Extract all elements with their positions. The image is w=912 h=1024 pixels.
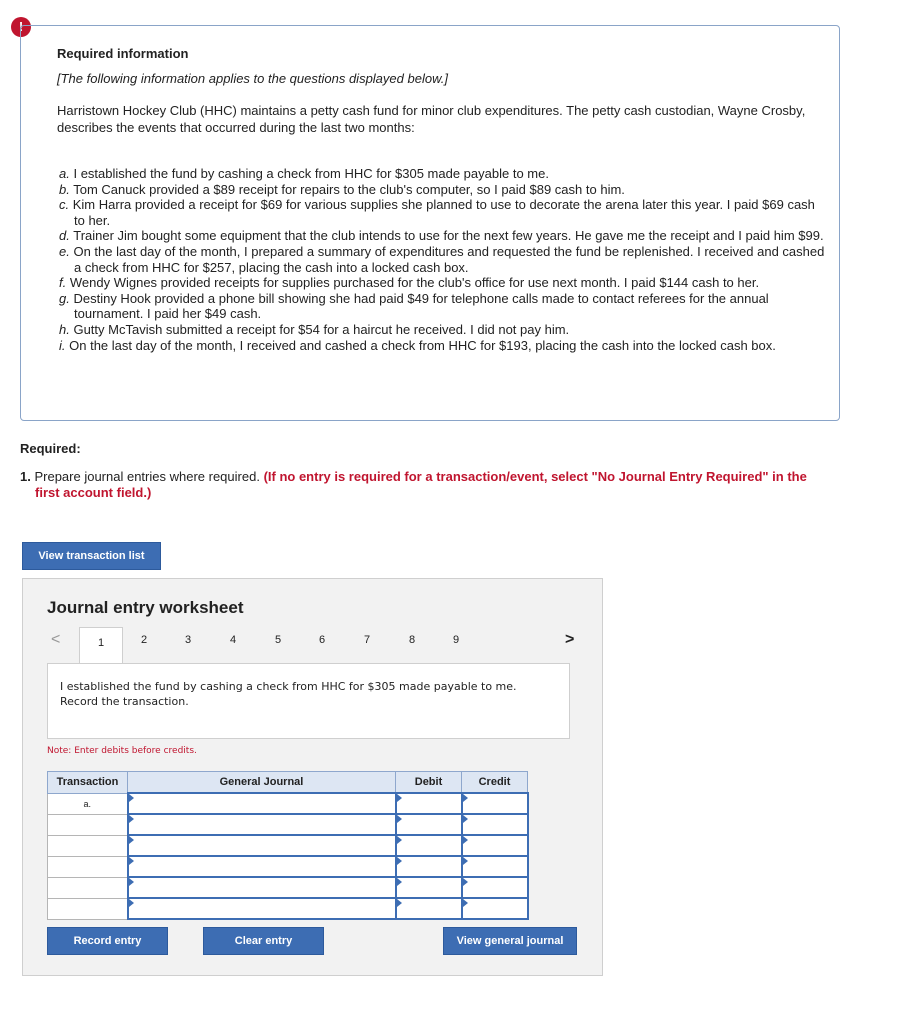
required-heading: Required:: [20, 441, 81, 456]
view-transaction-list-button[interactable]: View transaction list: [22, 542, 161, 570]
record-entry-button[interactable]: Record entry: [47, 927, 168, 955]
event-item: [59, 166, 829, 182]
credit-input[interactable]: [462, 835, 528, 856]
input-marker-icon: [463, 857, 468, 865]
event-item: [59, 275, 829, 291]
tab-7[interactable]: 7: [364, 634, 371, 646]
tab-2[interactable]: 2: [141, 634, 148, 646]
info-title: Required information: [57, 46, 189, 61]
debit-input[interactable]: [396, 814, 462, 835]
event-text: Tom Canuck provided a $89 receipt for repairs to the club's computer, so I paid $89 cash to him.: [73, 181, 625, 197]
transaction-prompt: I established the fund by cashing a check from HHC for $305 made payable to me. Record the transaction.: [47, 663, 570, 739]
view-general-journal-button[interactable]: View general journal: [443, 927, 577, 955]
alert-icon: !: [11, 17, 31, 37]
account-input[interactable]: [128, 898, 396, 919]
input-marker-icon: [397, 899, 402, 907]
input-marker-icon: [463, 899, 468, 907]
input-marker-icon: [397, 836, 402, 844]
event-text: Gutty McTavish submitted a receipt for $54 for a haircut he received. I did not pay him.: [73, 321, 570, 337]
event-letter: f.: [59, 275, 67, 291]
dropdown-marker-icon: [129, 815, 134, 823]
event-item: [59, 244, 829, 275]
event-text: Kim Harra provided a receipt for $69 for various supplies she planned to use to decorate the arena later this year. I paid $69 cash to her.: [72, 197, 815, 228]
tab-6[interactable]: 6: [319, 634, 326, 646]
input-marker-icon: [463, 815, 468, 823]
event-item: [59, 322, 829, 338]
table-row: [48, 814, 528, 835]
journal-entry-worksheet: [22, 578, 603, 976]
table-row: [48, 877, 528, 898]
event-letter: c.: [59, 197, 70, 213]
table-row: [48, 793, 528, 814]
input-marker-icon: [463, 794, 468, 802]
col-credit: Credit: [462, 772, 528, 794]
event-text: On the last day of the month, I received and cashed a check from HHC for $193, placing the cash into the locked cash box.: [69, 337, 776, 353]
transaction-cell: [48, 835, 128, 856]
dropdown-marker-icon: [129, 878, 134, 886]
input-marker-icon: [463, 878, 468, 886]
transaction-cell: [48, 898, 128, 919]
transaction-cell: a.: [48, 793, 128, 814]
credit-input[interactable]: [462, 856, 528, 877]
event-letter: e.: [59, 243, 70, 259]
event-item: [59, 291, 829, 322]
info-intro: Harristown Hockey Club (HHC) maintains a petty cash fund for minor club expenditures. The petty cash custodian, Wayne Crosby, describes the events that occurred during the last two months:: [57, 103, 806, 135]
event-text: I established the fund by cashing a check from HHC for $305 made payable to me.: [73, 166, 549, 181]
tab-3[interactable]: 3: [185, 634, 192, 646]
table-row: [48, 856, 528, 877]
col-debit: Debit: [396, 772, 462, 794]
prev-entry-arrow-icon[interactable]: <: [51, 631, 61, 648]
event-text: Destiny Hook provided a phone bill showing she had paid $49 for telephone calls made to contact referees for the annual tournament. I paid her $49 cash.: [73, 290, 769, 322]
event-list: [59, 166, 829, 353]
input-marker-icon: [463, 836, 468, 844]
event-letter: i.: [59, 337, 66, 353]
journal-header-row: [48, 772, 528, 794]
debit-input[interactable]: [396, 877, 462, 898]
account-input[interactable]: [128, 877, 396, 898]
account-input[interactable]: [128, 856, 396, 877]
table-row: [48, 835, 528, 856]
required-instruction: [20, 469, 840, 501]
event-item: [59, 182, 829, 198]
transaction-cell: [48, 856, 128, 877]
dropdown-marker-icon: [129, 899, 134, 907]
event-item: [59, 338, 829, 354]
event-letter: g.: [59, 290, 70, 306]
event-letter: b.: [59, 181, 70, 197]
entry-tabs: [23, 627, 604, 663]
worksheet-title: Journal entry worksheet: [47, 598, 244, 617]
tab-9[interactable]: 9: [453, 634, 460, 646]
credit-input[interactable]: [462, 793, 528, 814]
event-text: On the last day of the month, I prepared a summary of expenditures and requested the fund be replenished. I received and cashed a check from HHC for $257, placing the cash into a locked cash box.: [73, 243, 825, 275]
event-text: Trainer Jim bought some equipment that the club intends to use for the next few years. He gave me the receipt and I paid him $99.: [73, 228, 824, 244]
tab-1[interactable]: 1: [79, 627, 123, 663]
event-letter: a.: [59, 166, 70, 181]
debit-input[interactable]: [396, 898, 462, 919]
dropdown-marker-icon: [129, 857, 134, 865]
requirement-note-cont: first account field.): [35, 485, 152, 500]
required-information-box: [20, 25, 840, 421]
journal-table: [47, 771, 529, 920]
dropdown-marker-icon: [129, 836, 134, 844]
credit-input[interactable]: [462, 898, 528, 919]
requirement-text: Prepare journal entries where required.: [34, 469, 260, 484]
account-input[interactable]: [128, 814, 396, 835]
input-marker-icon: [397, 857, 402, 865]
debit-input[interactable]: [396, 835, 462, 856]
entry-note: Note: Enter debits before credits.: [47, 746, 197, 756]
requirement-note: (If no entry is required for a transaction/event, select "No Journal Entry Required" in the: [263, 469, 807, 484]
event-text: Wendy Wignes provided receipts for supplies purchased for the club's office for use next month. I paid $144 cash to her.: [69, 275, 760, 291]
transaction-cell: [48, 814, 128, 835]
event-letter: h.: [59, 321, 70, 337]
col-general-journal: General Journal: [128, 772, 396, 794]
table-row: [48, 898, 528, 919]
tab-5[interactable]: 5: [275, 634, 282, 646]
info-subtitle: [The following information applies to the questions displayed below.]: [57, 71, 448, 86]
dropdown-marker-icon: [129, 794, 134, 802]
input-marker-icon: [397, 815, 402, 823]
transaction-cell: [48, 877, 128, 898]
event-letter: d.: [59, 228, 70, 244]
tab-4[interactable]: 4: [230, 634, 237, 646]
account-input[interactable]: [128, 835, 396, 856]
credit-input[interactable]: [462, 877, 528, 898]
account-input[interactable]: [128, 793, 396, 814]
debit-input[interactable]: [396, 856, 462, 877]
event-item: [59, 228, 829, 244]
next-entry-arrow-icon[interactable]: >: [565, 631, 575, 648]
input-marker-icon: [397, 878, 402, 886]
col-transaction: Transaction: [48, 772, 128, 794]
credit-input[interactable]: [462, 814, 528, 835]
input-marker-icon: [397, 794, 402, 802]
requirement-number: 1.: [20, 469, 31, 484]
debit-input[interactable]: [396, 793, 462, 814]
clear-entry-button[interactable]: Clear entry: [203, 927, 324, 955]
tab-8[interactable]: 8: [409, 634, 416, 646]
event-item: [59, 197, 829, 228]
